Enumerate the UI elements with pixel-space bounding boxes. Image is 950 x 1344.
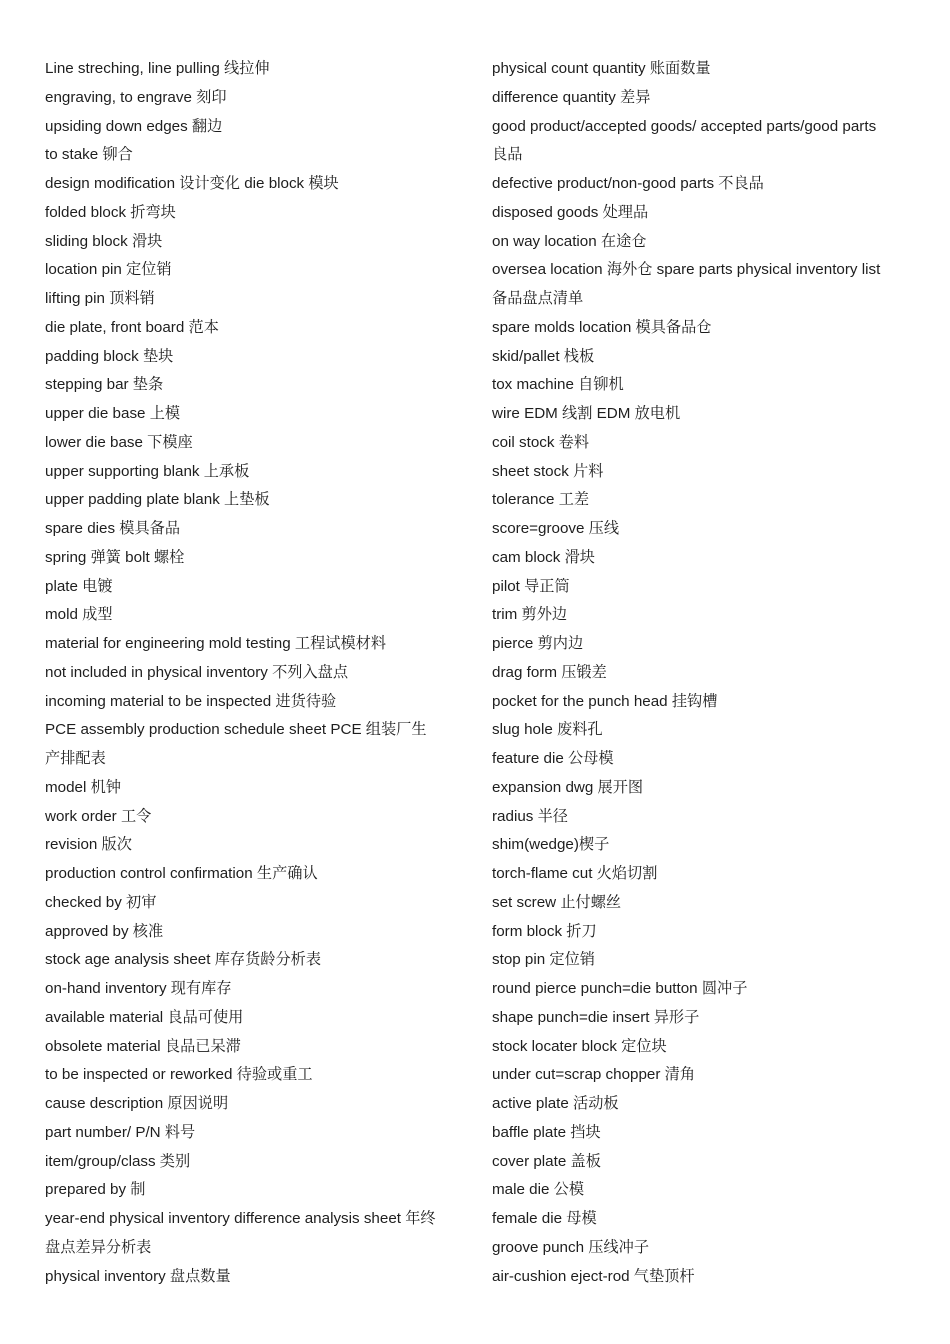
glossary-line: sheet stock 片料 (492, 462, 604, 480)
glossary-line: cover plate 盖板 (492, 1152, 601, 1170)
right-term-column (492, 55, 912, 1291)
glossary-line: oversea location 海外仓 spare parts physical inventory list (492, 261, 881, 279)
glossary-line: year-end physical inventory difference analysis sheet 年终 (45, 1210, 436, 1227)
glossary-line: disposed goods 处理品 (492, 203, 649, 221)
glossary-line: upsiding down edges 翻边 (45, 117, 223, 135)
glossary-line: to stake 铆合 (45, 146, 133, 164)
glossary-line: stop pin 定位销 (492, 951, 595, 969)
glossary-line: pierce 剪内边 (492, 635, 584, 652)
glossary-line: trim 剪外边 (492, 606, 568, 624)
glossary-line: obsolete material 良品已呆滞 (45, 1037, 241, 1055)
glossary-line: cam block 滑块 (492, 548, 595, 566)
glossary-line: good product/accepted goods/ accepted parts/good parts (492, 117, 877, 135)
glossary-line: spare dies 模具备品 (45, 520, 181, 537)
glossary-line: folded block 折弯块 (45, 203, 176, 221)
glossary-line: spare molds location 模具备品仓 (492, 318, 712, 336)
glossary-line: coil stock 卷料 (492, 433, 590, 451)
glossary-line: on way location 在途仓 (492, 232, 647, 250)
glossary-line: not included in physical inventory 不列入盘点 (45, 663, 349, 681)
glossary-line: stock age analysis sheet 库存货龄分析表 (45, 951, 322, 969)
glossary-line: material for engineering mold testing 工程试模材料 (45, 635, 387, 652)
glossary-line: drag form 压锻差 (492, 663, 607, 681)
glossary-line: pocket for the punch head 挂钩槽 (492, 692, 718, 710)
glossary-line: Line streching, line pulling 线拉伸 (45, 60, 270, 77)
glossary-line: feature die 公母模 (492, 750, 614, 767)
glossary-line: stepping bar 垫条 (45, 376, 164, 394)
glossary-line: radius 半径 (492, 807, 568, 825)
glossary-line: male die 公模 (492, 1181, 585, 1199)
glossary-line: 产排配表 (45, 750, 106, 767)
glossary-line: physical inventory 盘点数量 (45, 1267, 231, 1285)
glossary-line: tolerance 工差 (492, 491, 590, 509)
glossary-line: 良品 (492, 146, 523, 164)
glossary-line: baffle plate 挡块 (492, 1123, 601, 1141)
glossary-line: die plate, front board 范本 (45, 318, 219, 336)
glossary-line: work order 工令 (45, 807, 152, 825)
glossary-line: spring 弹簧 bolt 螺栓 (45, 548, 185, 566)
glossary-line: mold 成型 (45, 606, 113, 624)
glossary-line: part number/ P/N 料号 (45, 1123, 196, 1141)
glossary-line: approved by 核准 (45, 922, 164, 940)
glossary-line: defective product/non-good parts 不良品 (492, 175, 764, 192)
glossary-line: stock locater block 定位块 (492, 1037, 667, 1055)
glossary-line: groove punch 压线冲子 (492, 1238, 650, 1256)
glossary-line: item/group/class 类别 (45, 1152, 191, 1170)
glossary-line: expansion dwg 展开图 (492, 778, 644, 796)
glossary-line: skid/pallet 栈板 (492, 347, 595, 365)
glossary-line: set screw 止付螺丝 (492, 893, 622, 911)
glossary-line: on-hand inventory 现有库存 (45, 980, 232, 997)
glossary-line: upper die base 上模 (45, 405, 181, 422)
glossary-line: sliding block 滑块 (45, 232, 163, 250)
glossary-line: form block 折刀 (492, 922, 597, 940)
glossary-line: air-cushion eject-rod 气垫顶杆 (492, 1267, 695, 1285)
glossary-line: engraving, to engrave 刻印 (45, 88, 227, 106)
glossary-line: PCE assembly production schedule sheet PCE 组装厂生 (45, 721, 427, 739)
glossary-line: 盘点差异分析表 (45, 1238, 152, 1256)
glossary-line: active plate 活动板 (492, 1095, 619, 1112)
glossary-line: upper padding plate blank 上垫板 (45, 491, 270, 509)
glossary-line: torch-flame cut 火焰切割 (492, 865, 658, 882)
glossary-line: difference quantity 差异 (492, 88, 651, 106)
glossary-line: lifting pin 顶料销 (45, 290, 155, 307)
glossary-line: plate 电镀 (45, 577, 113, 595)
glossary-line: round pierce punch=die button 圆冲子 (492, 980, 748, 997)
glossary-line: 备品盘点清单 (492, 290, 584, 307)
glossary-line: model 机钟 (45, 778, 121, 796)
glossary-line: upper supporting blank 上承板 (45, 462, 250, 480)
glossary-line: under cut=scrap chopper 清角 (492, 1066, 696, 1084)
glossary-line: female die 母模 (492, 1210, 597, 1227)
glossary-line: shim(wedge)楔子 (492, 836, 610, 854)
glossary-line: location pin 定位销 (45, 261, 172, 279)
glossary-line: padding block 垫块 (45, 347, 174, 365)
glossary-line: score=groove 压线 (492, 520, 620, 537)
glossary-line: to be inspected or reworked 待验或重工 (45, 1066, 313, 1084)
glossary-line: checked by 初审 (45, 893, 157, 911)
glossary-line: prepared by 制 (45, 1181, 146, 1199)
glossary-line: physical count quantity 账面数量 (492, 60, 711, 77)
glossary-line: pilot 导正筒 (492, 577, 570, 595)
glossary-line: wire EDM 线割 EDM 放电机 (492, 405, 681, 422)
glossary-line: tox machine 自铆机 (492, 376, 624, 394)
glossary-line: lower die base 下模座 (45, 433, 193, 451)
left-term-column (45, 55, 465, 1291)
glossary-line: revision 版次 (45, 836, 132, 854)
glossary-line: available material 良品可使用 (45, 1008, 244, 1026)
glossary-line: shape punch=die insert 异形子 (492, 1008, 700, 1026)
glossary-line: design modification 设计变化 die block 模块 (45, 175, 339, 192)
glossary-line: production control confirmation 生产确认 (45, 865, 318, 882)
glossary-line: incoming material to be inspected 进货待验 (45, 692, 337, 710)
glossary-line: cause description 原因说明 (45, 1095, 229, 1112)
glossary-line: slug hole 废料孔 (492, 721, 603, 739)
